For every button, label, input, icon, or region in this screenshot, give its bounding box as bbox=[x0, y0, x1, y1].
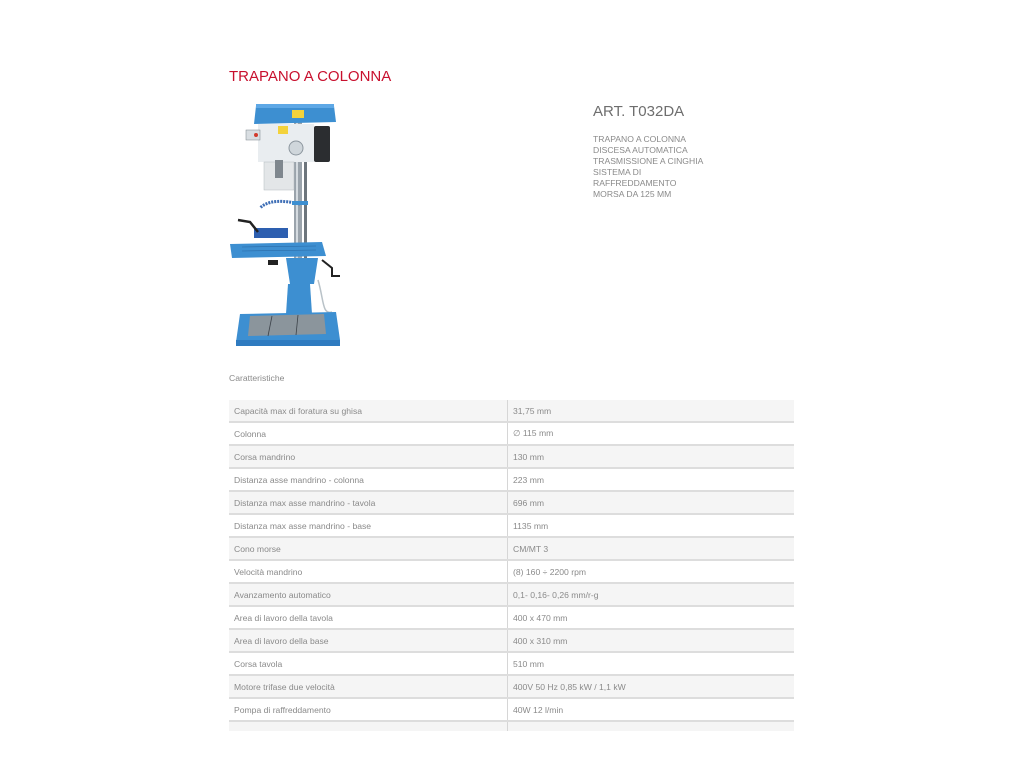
spec-label: Corsa mandrino bbox=[229, 445, 508, 468]
spec-value: 130 mm bbox=[508, 445, 795, 468]
specs-section-label: Caratteristiche bbox=[229, 373, 285, 383]
spec-value: 510 mm bbox=[508, 652, 795, 675]
table-row bbox=[229, 537, 794, 560]
table-row bbox=[229, 698, 794, 721]
table-row bbox=[229, 445, 794, 468]
spec-label: Motore trifase due velocità bbox=[229, 675, 508, 698]
spec-label: Distanza asse mandrino - colonna bbox=[229, 468, 508, 491]
spec-value: 400 x 470 mm bbox=[508, 606, 795, 629]
feature-list bbox=[593, 134, 711, 200]
spec-table bbox=[229, 400, 794, 731]
spec-label: Avanzamento automatico bbox=[229, 583, 508, 606]
table-row bbox=[229, 400, 794, 422]
spec-value-empty bbox=[508, 721, 795, 731]
spec-label: Velocità mandrino bbox=[229, 560, 508, 583]
spec-value: 0,1- 0,16- 0,26 mm/r-g bbox=[508, 583, 795, 606]
spec-label: Colonna bbox=[229, 422, 508, 445]
spec-value: 223 mm bbox=[508, 468, 795, 491]
table-row bbox=[229, 491, 794, 514]
spec-label: Pompa di raffreddamento bbox=[229, 698, 508, 721]
spec-label-empty bbox=[229, 721, 508, 731]
table-row bbox=[229, 675, 794, 698]
feature-item: TRAPANO A COLONNA bbox=[593, 134, 686, 144]
product-image bbox=[228, 100, 346, 358]
spec-label: Area di lavoro della base bbox=[229, 629, 508, 652]
spec-value: 400V 50 Hz 0,85 kW / 1,1 kW bbox=[508, 675, 795, 698]
drill-press-icon bbox=[228, 100, 346, 358]
spec-label: Capacità max di foratura su ghisa bbox=[229, 400, 508, 422]
spec-label: Corsa tavola bbox=[229, 652, 508, 675]
page-title: TRAPANO A COLONNA bbox=[229, 68, 392, 85]
spec-value: 40W 12 l/min bbox=[508, 698, 795, 721]
table-row bbox=[229, 629, 794, 652]
table-row bbox=[229, 422, 794, 445]
spec-value: (8) 160 ÷ 2200 rpm bbox=[508, 560, 795, 583]
table-row-empty bbox=[229, 721, 794, 731]
spec-value: CM/MT 3 bbox=[508, 537, 795, 560]
spec-label: Distanza max asse mandrino - tavola bbox=[229, 491, 508, 514]
spec-value: ∅ 115 mm bbox=[508, 422, 795, 445]
spec-label: Cono morse bbox=[229, 537, 508, 560]
feature-item: TRASMISSIONE A CINGHIA bbox=[593, 156, 704, 166]
product-info bbox=[593, 103, 793, 200]
spec-value: 1135 mm bbox=[508, 514, 795, 537]
spec-value: 696 mm bbox=[508, 491, 795, 514]
table-row bbox=[229, 606, 794, 629]
table-row bbox=[229, 560, 794, 583]
spec-value: 400 x 310 mm bbox=[508, 629, 795, 652]
table-row bbox=[229, 468, 794, 491]
spec-value: 31,75 mm bbox=[508, 400, 795, 422]
table-row bbox=[229, 583, 794, 606]
feature-item: DISCESA AUTOMATICA bbox=[593, 145, 688, 155]
article-code: ART. T032DA bbox=[593, 103, 685, 120]
table-row bbox=[229, 514, 794, 537]
feature-item: MORSA DA 125 MM bbox=[593, 189, 672, 199]
spec-label: Area di lavoro della tavola bbox=[229, 606, 508, 629]
table-row bbox=[229, 652, 794, 675]
feature-item: SISTEMA DI RAFFREDDAMENTO bbox=[593, 167, 677, 188]
spec-label: Distanza max asse mandrino - base bbox=[229, 514, 508, 537]
